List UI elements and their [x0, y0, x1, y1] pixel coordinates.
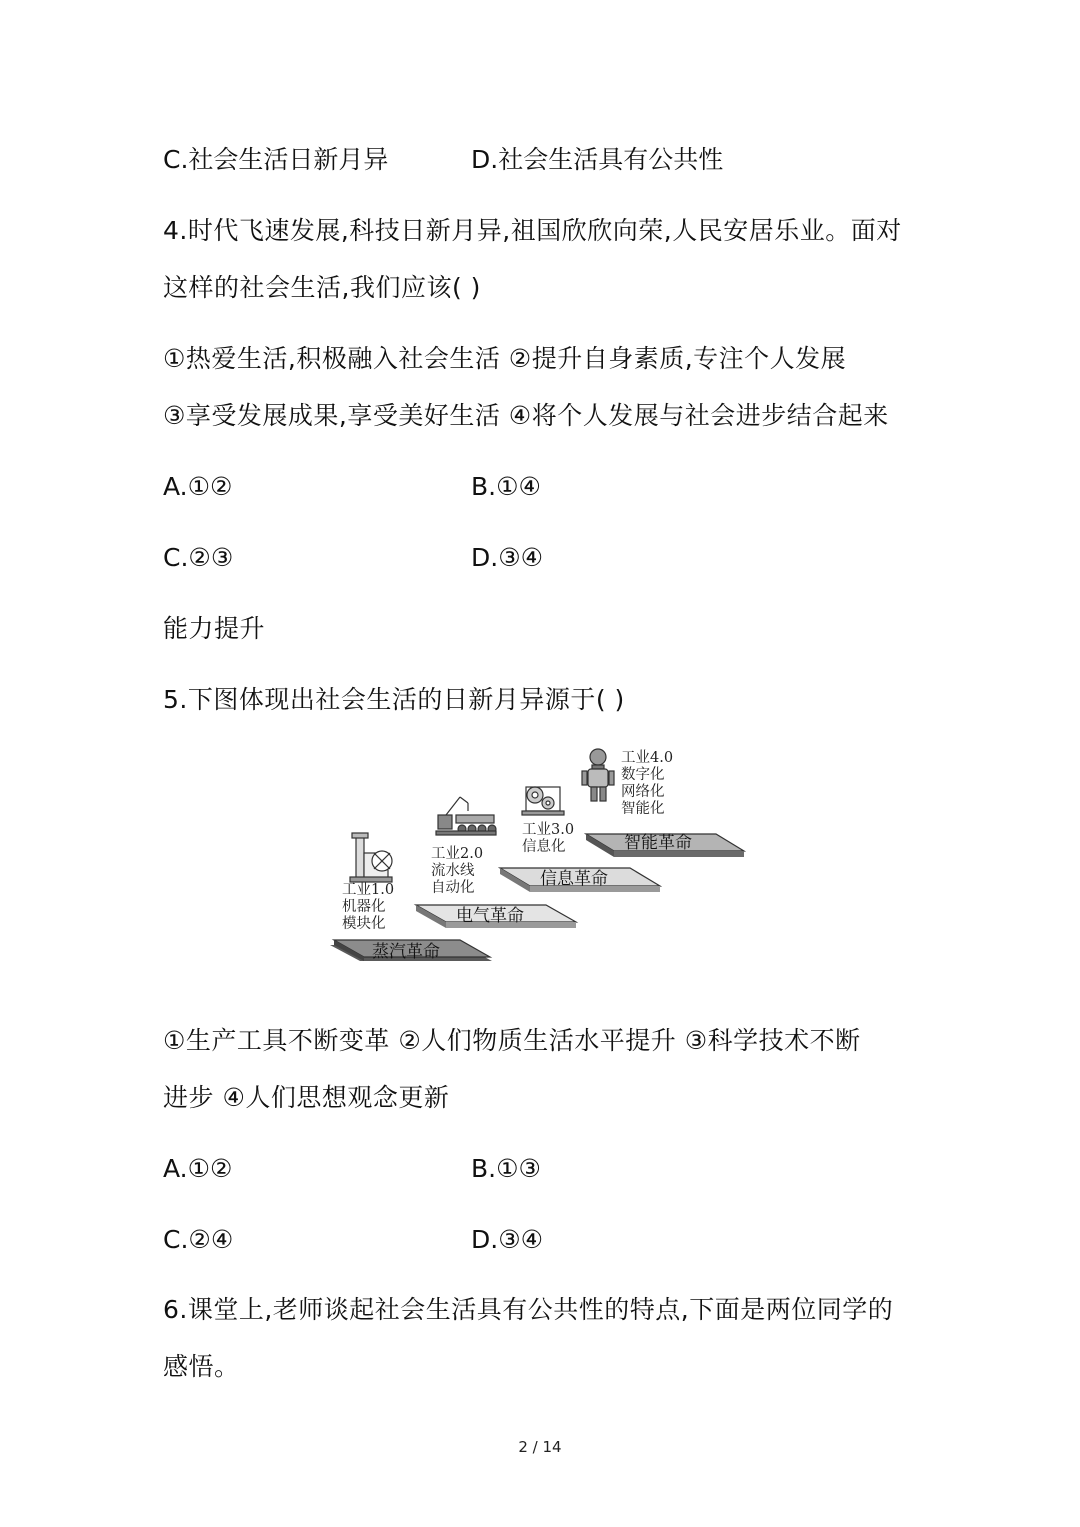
q4-option-b: B.①④ [471, 472, 541, 501]
step4-label-4: 智能化 [621, 801, 665, 817]
q5-option-d: D.③④ [471, 1225, 544, 1254]
robot-icon [582, 749, 614, 801]
q4-option-d: D.③④ [471, 543, 544, 572]
step1-label-1: 工业1.0 [342, 882, 395, 898]
q3-option-d: D.社会生活具有公共性 [471, 145, 724, 174]
step-smart [586, 833, 744, 857]
gears-computer-icon [522, 787, 564, 815]
q4-statements-line2: ③享受发展成果,享受美好生活 ④将个人发展与社会进步结合起来 [163, 401, 889, 430]
q4-option-a: A.①② [163, 472, 233, 501]
step-electric [416, 905, 576, 928]
step-smart-label: 智能革命 [624, 833, 692, 853]
step-steam-label: 蒸汽革命 [372, 942, 440, 962]
step-info-label: 信息革命 [540, 869, 608, 889]
section-title: 能力提升 [163, 614, 266, 643]
q4-statements-line1: ①热爱生活,积极融入社会生活 ②提升自身素质,专注个人发展 [163, 344, 847, 373]
q5-option-a: A.①② [163, 1154, 233, 1183]
step1-label-3: 模块化 [342, 916, 386, 932]
step4-label-2: 数字化 [621, 767, 665, 783]
q4-stem-line2: 这样的社会生活,我们应该( ) [163, 273, 481, 302]
step4-label-3: 网络化 [621, 784, 665, 800]
step-info [500, 868, 660, 892]
step3-label-2: 信息化 [522, 839, 566, 855]
steam-engine-icon [350, 833, 392, 882]
page-number: 2 / 14 [518, 1438, 562, 1456]
step2-label-1: 工业2.0 [431, 846, 484, 862]
q4-option-c: C.②③ [163, 543, 234, 572]
q6-stem-line1: 6.课堂上,老师谈起社会生活具有公共性的特点,下面是两位同学的 [163, 1295, 894, 1324]
q5-stem: 5.下图体现出社会生活的日新月异源于( ) [163, 685, 625, 714]
q4-stem-line1: 4.时代飞速发展,科技日新月异,祖国欣欣向荣,人民安居乐业。面对 [163, 216, 902, 245]
crane-conveyor-icon [436, 797, 496, 835]
step-steam [330, 940, 492, 962]
step4-label-1: 工业4.0 [621, 750, 674, 766]
industrial-revolution-figure [330, 745, 750, 990]
q3-option-c: C.社会生活日新月异 [163, 145, 389, 174]
q5-statements-line1: ①生产工具不断变革 ②人们物质生活水平提升 ③科学技术不断 [163, 1026, 861, 1055]
step2-label-3: 自动化 [431, 880, 475, 896]
step-electric-label: 电气革命 [456, 906, 524, 926]
step1-label-2: 机器化 [342, 899, 386, 915]
q5-statements-line2: 进步 ④人们思想观念更新 [163, 1083, 450, 1112]
q5-option-b: B.①③ [471, 1154, 541, 1183]
q6-stem-line2: 感悟。 [163, 1352, 240, 1381]
step2-label-2: 流水线 [431, 863, 475, 879]
step3-label-1: 工业3.0 [522, 822, 575, 838]
q5-option-c: C.②④ [163, 1225, 234, 1254]
